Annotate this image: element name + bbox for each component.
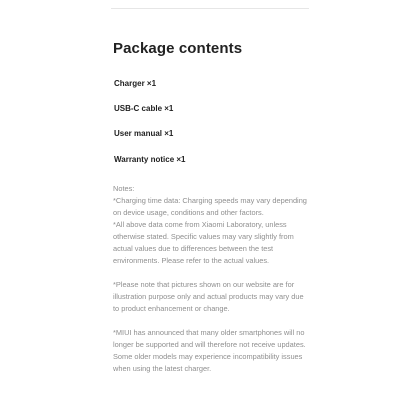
package-item-user-manual: User manual ×1 bbox=[114, 129, 174, 138]
notes-heading: Notes: bbox=[113, 184, 135, 193]
note-laboratory-data: *All above data come from Xiaomi Laboratory, unless otherwise stated. Specific values may vary slightly from actual values due to differences between the test environments. Please refer to the actual values. bbox=[113, 220, 294, 265]
note-illustration-purpose: *Please note that pictures shown on our website are for illustration purpose only and actual products may vary due to product enhancement or change. bbox=[113, 280, 304, 313]
note-miui-support: *MIUI has announced that many older smartphones will no longer be supported and will therefore not receive updates. Some older models may experience incompatibility issues when using the latest charger. bbox=[113, 328, 306, 373]
package-item-charger: Charger ×1 bbox=[114, 79, 157, 88]
top-divider bbox=[111, 8, 309, 9]
notes-spacer bbox=[113, 315, 309, 327]
section-title: Package contents bbox=[113, 40, 243, 57]
note-charging-time: *Charging time data: Charging speeds may vary depending on device usage, conditions and other factors. bbox=[113, 196, 307, 217]
notes-spacer bbox=[113, 267, 309, 279]
package-item-warranty-notice: Warranty notice ×1 bbox=[114, 155, 186, 164]
notes-block bbox=[113, 183, 309, 375]
package-item-usb-c-cable: USB-C cable ×1 bbox=[114, 104, 174, 113]
